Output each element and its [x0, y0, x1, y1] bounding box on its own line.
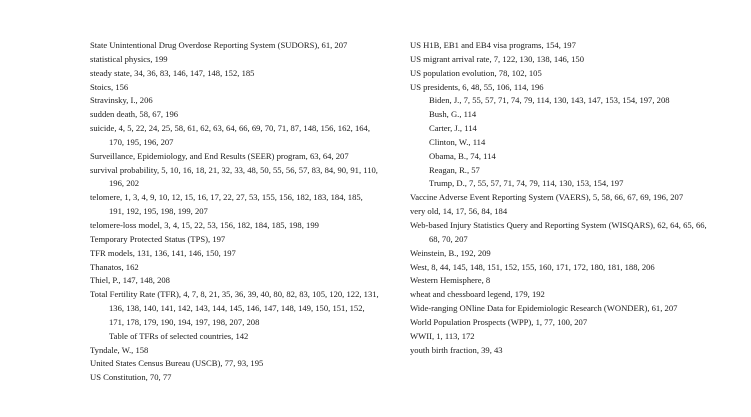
index-entry: statistical physics, 199: [90, 53, 168, 64]
index-entry: US H1B, EB1 and EB4 visa programs, 154, 197: [410, 40, 576, 50]
index-subentry: Biden, J., 7, 55, 57, 71, 74, 79, 114, 130, 143, 147, 153, 154, 197, 208: [429, 95, 670, 106]
index-subentry: Table of TFRs of selected countries, 142: [109, 330, 249, 341]
index-entry: US migrant arrival rate, 7, 122, 130, 138, 146, 150: [410, 53, 584, 64]
index-entry: telomere, 1, 3, 4, 9, 10, 12, 15, 16, 17, 22, 27, 53, 155, 156, 182, 183, 184, 185, 191, 192, 195, 198, 199, 207: [90, 192, 363, 217]
index-entry: US population evolution, 78, 102, 105: [410, 67, 542, 78]
index-entry: TFR models, 131, 136, 141, 146, 150, 197: [90, 247, 236, 258]
index-entry: Stoics, 156: [90, 81, 129, 92]
index-entry: State Unintentional Drug Overdose Reporting System (SUDORS), 61, 207: [90, 40, 348, 50]
index-entry: telomere-loss model, 3, 4, 15, 22, 53, 156, 182, 184, 185, 198, 199: [90, 219, 319, 230]
index-entry: Tyndale, W., 158: [90, 344, 149, 355]
index-entry: Total Fertility Rate (TFR), 4, 7, 8, 21, 35, 36, 39, 40, 80, 82, 83, 105, 120, 122, 131, 136, 138, 140, 141, 142, 143, 144, 145, 146, 147, 148, 149, 150, 151, 152, 171, 178, 179, 190, 194, 197, 198, 207, 208: [90, 289, 379, 327]
index-entry: sudden death, 58, 67, 196: [90, 109, 179, 120]
index-subentry: Clinton, W., 114: [429, 136, 486, 147]
index-entry: Thanatos, 162: [90, 261, 139, 272]
index-right-column: [410, 39, 710, 357]
index-entry: very old, 14, 17, 56, 84, 184: [410, 206, 508, 217]
index-entry: Weinstein, B., 192, 209: [410, 247, 491, 258]
index-subentry: Obama, B., 74, 114: [429, 150, 496, 161]
index-entry: WWII, 1, 113, 172: [410, 330, 475, 341]
index-subentry: Reagan, R., 57: [429, 164, 480, 175]
index-entry: Vaccine Adverse Event Reporting System (VAERS), 5, 58, 66, 67, 69, 196, 207: [410, 192, 684, 203]
index-entry: West, 8, 44, 145, 148, 151, 152, 155, 160, 171, 172, 180, 181, 188, 206: [410, 261, 655, 272]
index-entry: Stravinsky, I., 206: [90, 95, 153, 106]
index-entry: youth birth fraction, 39, 43: [410, 344, 503, 355]
index-entry: US presidents, 6, 48, 55, 106, 114, 196: [410, 81, 544, 92]
index-entry: survival probability, 5, 10, 16, 18, 21, 32, 33, 48, 50, 55, 56, 57, 83, 84, 90, 91, 110, 196, 202: [90, 164, 378, 189]
index-entry: Temporary Protected Status (TPS), 197: [90, 233, 226, 244]
index-entry: Web-based Injury Statistics Query and Reporting System (WISQARS), 62, 64, 65, 66, 68, 70, 207: [410, 219, 707, 244]
index-entry: suicide, 4, 5, 22, 24, 25, 58, 61, 62, 63, 64, 66, 69, 70, 71, 87, 148, 156, 162, 164, 170, 195, 196, 207: [90, 123, 371, 147]
index-entry: World Population Prospects (WPP), 1, 77, 100, 207: [410, 316, 588, 327]
index-entry: US Constitution, 70, 77: [90, 372, 172, 383]
index-entry: wheat and chessboard legend, 179, 192: [410, 289, 545, 300]
index-entry: United States Census Bureau (USCB), 77, 93, 195: [90, 358, 264, 369]
index-entry: Western Hemisphere, 8: [410, 275, 491, 286]
index-subentry: Trump, D., 7, 55, 57, 71, 74, 79, 114, 130, 153, 154, 197: [429, 178, 624, 189]
index-entry: Surveillance, Epidemiology, and End Results (SEER) program, 63, 64, 207: [90, 150, 349, 161]
index-entry: Wide-ranging ONline Data for Epidemiologic Research (WONDER), 61, 207: [410, 303, 678, 314]
index-left-column: [90, 39, 380, 385]
index-subentry: Carter, J., 114: [429, 123, 477, 134]
index-entry: Thiel, P., 147, 148, 208: [90, 275, 170, 286]
index-subentry: Bush, G., 114: [429, 109, 477, 120]
index-entry: steady state, 34, 36, 83, 146, 147, 148, 152, 185: [90, 67, 255, 78]
